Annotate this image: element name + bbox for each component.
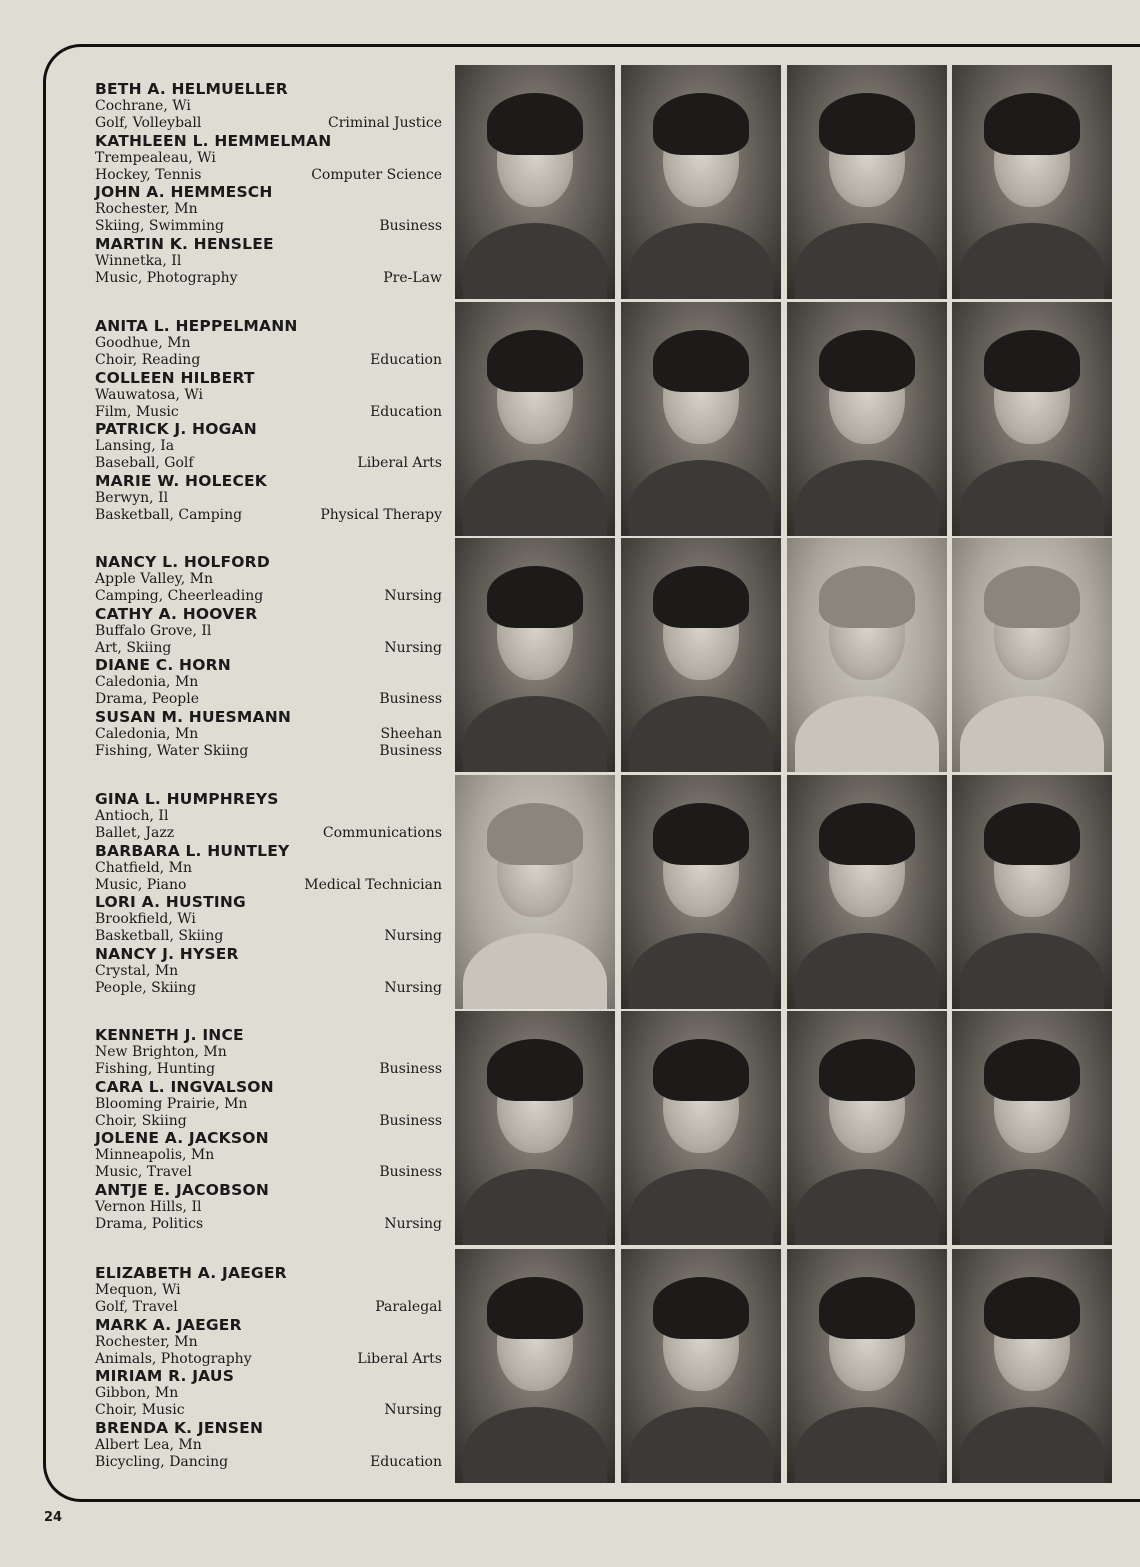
portrait-body <box>960 933 1104 1009</box>
portrait-hair <box>653 330 749 392</box>
student-name: CATHY A. HOOVER <box>95 604 258 623</box>
page-number: 24 <box>44 1510 63 1525</box>
student-activities: Animals, Photography <box>95 1350 252 1367</box>
portrait-row <box>455 775 1117 1011</box>
portrait-hair <box>984 330 1080 392</box>
student-name: MARK A. JAEGER <box>95 1315 242 1334</box>
student-activities: Golf, Volleyball <box>95 115 202 131</box>
student-entry <box>95 184 442 236</box>
student-text-column <box>95 81 442 287</box>
student-name: NANCY L. HOLFORD <box>95 553 270 571</box>
student-hometown: Brookfield, Wi <box>95 911 196 927</box>
student-major: Pre-Law <box>383 269 442 286</box>
student-activities: Fishing, Water Skiing <box>95 742 249 759</box>
student-name: MARTIN K. HENSLEE <box>95 234 274 253</box>
student-activities: Drama, Politics <box>95 1215 204 1232</box>
student-name: KATHLEEN L. HEMMELMAN <box>95 131 332 150</box>
student-major: Liberal Arts <box>357 1350 442 1367</box>
portrait-hair <box>653 1039 749 1101</box>
student-entry <box>95 1368 442 1420</box>
student-portrait <box>952 302 1112 536</box>
student-entry <box>95 657 442 709</box>
student-portrait <box>952 1249 1112 1483</box>
student-major: Physical Therapy <box>320 506 442 523</box>
student-hometown: Winnetka, Il <box>95 252 182 269</box>
student-hometown: New Brighton, Mn <box>95 1044 227 1060</box>
student-portrait <box>455 1249 615 1483</box>
student-hometown: Wauwatosa, Wi <box>95 386 203 403</box>
student-entry <box>95 791 442 843</box>
portrait-row <box>455 538 1117 774</box>
student-portrait <box>787 775 947 1009</box>
student-hometown: Vernon Hills, Il <box>95 1198 202 1215</box>
student-text-column <box>95 1265 442 1471</box>
student-entry <box>95 1130 442 1182</box>
student-hometown: Apple Valley, Mn <box>95 571 213 587</box>
student-activities: Music, Travel <box>95 1164 192 1180</box>
student-text-column <box>95 791 442 997</box>
portrait-hair <box>984 1277 1080 1339</box>
student-activities: Camping, Cheerleading <box>95 588 264 604</box>
student-major: Nursing <box>384 588 442 604</box>
student-portrait <box>621 775 781 1009</box>
student-major: Nursing <box>384 979 442 996</box>
portrait-body <box>629 1407 773 1483</box>
student-portrait <box>952 1011 1112 1245</box>
portrait-hair <box>653 803 749 865</box>
student-name: NANCY J. HYSER <box>95 944 239 963</box>
student-entry <box>95 1317 442 1369</box>
portrait-hair <box>984 566 1080 628</box>
student-name: PATRICK J. HOGAN <box>95 420 257 438</box>
student-major: Communications <box>322 825 442 841</box>
portrait-row <box>455 1011 1117 1247</box>
student-hometown: Crystal, Mn <box>95 962 179 979</box>
student-activities: Choir, Skiing <box>95 1112 187 1129</box>
student-major: Medical Technician <box>304 876 442 893</box>
student-text-column <box>95 1027 442 1233</box>
portrait-hair <box>984 93 1080 155</box>
student-entry <box>95 606 442 658</box>
portrait-body <box>960 223 1104 299</box>
student-name: MARIE W. HOLECEK <box>95 471 268 490</box>
student-name: BETH A. HELMUELLER <box>95 80 288 98</box>
portrait-row <box>455 65 1117 301</box>
portrait-hair <box>487 1277 583 1339</box>
student-portrait <box>952 775 1112 1009</box>
student-portrait <box>621 65 781 299</box>
student-activities: Basketball, Skiing <box>95 928 224 944</box>
student-major: Nursing <box>384 1402 442 1418</box>
portrait-hair <box>487 330 583 392</box>
student-activities: Art, Skiing <box>95 639 172 656</box>
portrait-row <box>455 1249 1117 1485</box>
student-entry <box>95 81 442 133</box>
student-activities: Ballet, Jazz <box>95 825 175 841</box>
student-activities: Music, Piano <box>95 876 187 893</box>
portrait-body <box>463 933 607 1009</box>
student-entry <box>95 1079 442 1131</box>
student-hometown: Gibbon, Mn <box>95 1385 179 1401</box>
student-name: BARBARA L. HUNTLEY <box>95 841 290 860</box>
student-hometown: Goodhue, Mn <box>95 335 191 351</box>
portrait-body <box>795 223 939 299</box>
portrait-hair <box>819 1039 915 1101</box>
portrait-hair <box>819 1277 915 1339</box>
portrait-body <box>463 223 607 299</box>
student-major <box>379 726 442 760</box>
student-hometown: Antioch, Il <box>95 808 169 824</box>
student-hometown: Trempealeau, Wi <box>95 149 216 166</box>
student-portrait <box>952 538 1112 772</box>
portrait-hair <box>819 803 915 865</box>
student-entry <box>95 709 442 761</box>
portrait-body <box>960 696 1104 772</box>
student-hometown: Mequon, Wi <box>95 1282 181 1298</box>
portrait-hair <box>984 803 1080 865</box>
student-major: Nursing <box>384 1215 442 1232</box>
student-hometown: Rochester, Mn <box>95 201 198 217</box>
portrait-hair <box>653 1277 749 1339</box>
student-activities: Choir, Reading <box>95 352 201 368</box>
student-activities: Film, Music <box>95 403 179 420</box>
student-hometown: Cochrane, Wi <box>95 98 191 114</box>
student-hometown: Caledonia, Mn <box>95 674 199 690</box>
student-activities: Hockey, Tennis <box>95 166 202 183</box>
student-entry <box>95 894 442 946</box>
student-name: CARA L. INGVALSON <box>95 1077 274 1096</box>
student-hometown: Caledonia, Mn <box>95 725 199 742</box>
portrait-body <box>463 696 607 772</box>
student-portrait <box>621 302 781 536</box>
student-entry <box>95 370 442 422</box>
student-name: JOLENE A. JACKSON <box>95 1129 269 1147</box>
student-entry <box>95 473 442 525</box>
student-major: Business <box>379 218 442 234</box>
student-major: Business <box>379 1164 442 1180</box>
portrait-body <box>960 1407 1104 1483</box>
student-activities: Basketball, Camping <box>95 506 243 523</box>
student-name: JOHN A. HEMMESCH <box>95 183 273 201</box>
portrait-body <box>795 1407 939 1483</box>
student-major: Nursing <box>384 639 442 656</box>
student-activities: Drama, People <box>95 691 200 707</box>
student-name: ANTJE E. JACOBSON <box>95 1180 270 1199</box>
student-hometown: Minneapolis, Mn <box>95 1147 215 1163</box>
student-portrait <box>455 775 615 1009</box>
portrait-hair <box>819 330 915 392</box>
student-portrait <box>787 1011 947 1245</box>
student-portrait <box>621 1011 781 1245</box>
portrait-hair <box>984 1039 1080 1101</box>
student-major: Education <box>370 352 442 368</box>
student-portrait <box>455 302 615 536</box>
student-entry <box>95 1182 442 1234</box>
student-name: ANITA L. HEPPELMANN <box>95 317 298 335</box>
student-hometown: Chatfield, Mn <box>95 859 193 876</box>
student-activities: Bicycling, Dancing <box>95 1453 229 1470</box>
student-entry <box>95 554 442 606</box>
student-major: Business <box>379 1061 442 1077</box>
student-portrait <box>787 1249 947 1483</box>
student-entry <box>95 1420 442 1472</box>
student-hometown: Buffalo Grove, Il <box>95 622 212 639</box>
portrait-hair <box>653 566 749 628</box>
student-major: Nursing <box>384 928 442 944</box>
student-portrait <box>952 65 1112 299</box>
portrait-body <box>795 696 939 772</box>
student-name: KENNETH J. INCE <box>95 1026 244 1044</box>
student-activities: Skiing, Swimming <box>95 218 224 234</box>
student-hometown: Rochester, Mn <box>95 1333 198 1350</box>
portrait-body <box>463 1407 607 1483</box>
student-portrait <box>455 65 615 299</box>
portrait-body <box>629 1169 773 1245</box>
student-entry <box>95 1265 442 1317</box>
portrait-hair <box>487 93 583 155</box>
student-activities: People, Skiing <box>95 979 197 996</box>
portrait-hair <box>487 803 583 865</box>
student-name: ELIZABETH A. JAEGER <box>95 1264 287 1282</box>
student-major: Business <box>379 1112 442 1129</box>
student-portrait <box>787 538 947 772</box>
student-entry <box>95 1027 442 1079</box>
portrait-body <box>629 933 773 1009</box>
portrait-body <box>960 1169 1104 1245</box>
student-portrait <box>621 1249 781 1483</box>
portrait-body <box>795 933 939 1009</box>
student-entry <box>95 318 442 370</box>
student-major-line: Sheehan <box>380 725 442 742</box>
student-name: GINA L. HUMPHREYS <box>95 790 279 808</box>
student-hometown: Albert Lea, Mn <box>95 1436 202 1453</box>
portrait-body <box>629 223 773 299</box>
student-major: Computer Science <box>311 166 442 183</box>
student-activities: Baseball, Golf <box>95 455 194 471</box>
portrait-body <box>795 460 939 536</box>
student-major: Education <box>370 403 442 420</box>
student-portrait <box>621 538 781 772</box>
student-major: Criminal Justice <box>328 115 442 131</box>
student-portrait <box>455 1011 615 1245</box>
portrait-body <box>960 460 1104 536</box>
student-name: LORI A. HUSTING <box>95 893 246 911</box>
student-portrait <box>455 538 615 772</box>
portrait-hair <box>819 566 915 628</box>
student-major: Paralegal <box>375 1299 442 1315</box>
portrait-hair <box>487 566 583 628</box>
student-portrait <box>787 65 947 299</box>
student-name: COLLEEN HILBERT <box>95 368 255 387</box>
student-activities: Music, Photography <box>95 269 238 286</box>
portrait-hair <box>487 1039 583 1101</box>
student-name: SUSAN M. HUESMANN <box>95 707 292 726</box>
student-activities: Fishing, Hunting <box>95 1061 216 1077</box>
student-major-line: Business <box>379 742 442 759</box>
student-activities: Golf, Travel <box>95 1299 178 1315</box>
student-name: DIANE C. HORN <box>95 656 231 674</box>
portrait-hair <box>653 93 749 155</box>
portrait-row <box>455 302 1117 538</box>
student-hometown: Blooming Prairie, Mn <box>95 1095 248 1112</box>
student-major: Education <box>370 1453 442 1470</box>
student-portrait <box>787 302 947 536</box>
student-name: BRENDA K. JENSEN <box>95 1418 264 1437</box>
portrait-body <box>795 1169 939 1245</box>
student-name: MIRIAM R. JAUS <box>95 1367 235 1385</box>
student-hometown: Berwyn, Il <box>95 489 169 506</box>
portrait-body <box>629 460 773 536</box>
student-entry <box>95 236 442 288</box>
portrait-body <box>463 1169 607 1245</box>
student-entry <box>95 843 442 895</box>
student-text-column <box>95 318 442 524</box>
portrait-body <box>629 696 773 772</box>
student-text-column <box>95 554 442 760</box>
student-major: Liberal Arts <box>357 455 442 471</box>
student-activities: Choir, Music <box>95 1402 185 1418</box>
student-entry <box>95 133 442 185</box>
student-entry <box>95 421 442 473</box>
student-entry <box>95 946 442 998</box>
student-major: Business <box>379 691 442 707</box>
student-hometown: Lansing, Ia <box>95 438 175 454</box>
portrait-hair <box>819 93 915 155</box>
portrait-body <box>463 460 607 536</box>
